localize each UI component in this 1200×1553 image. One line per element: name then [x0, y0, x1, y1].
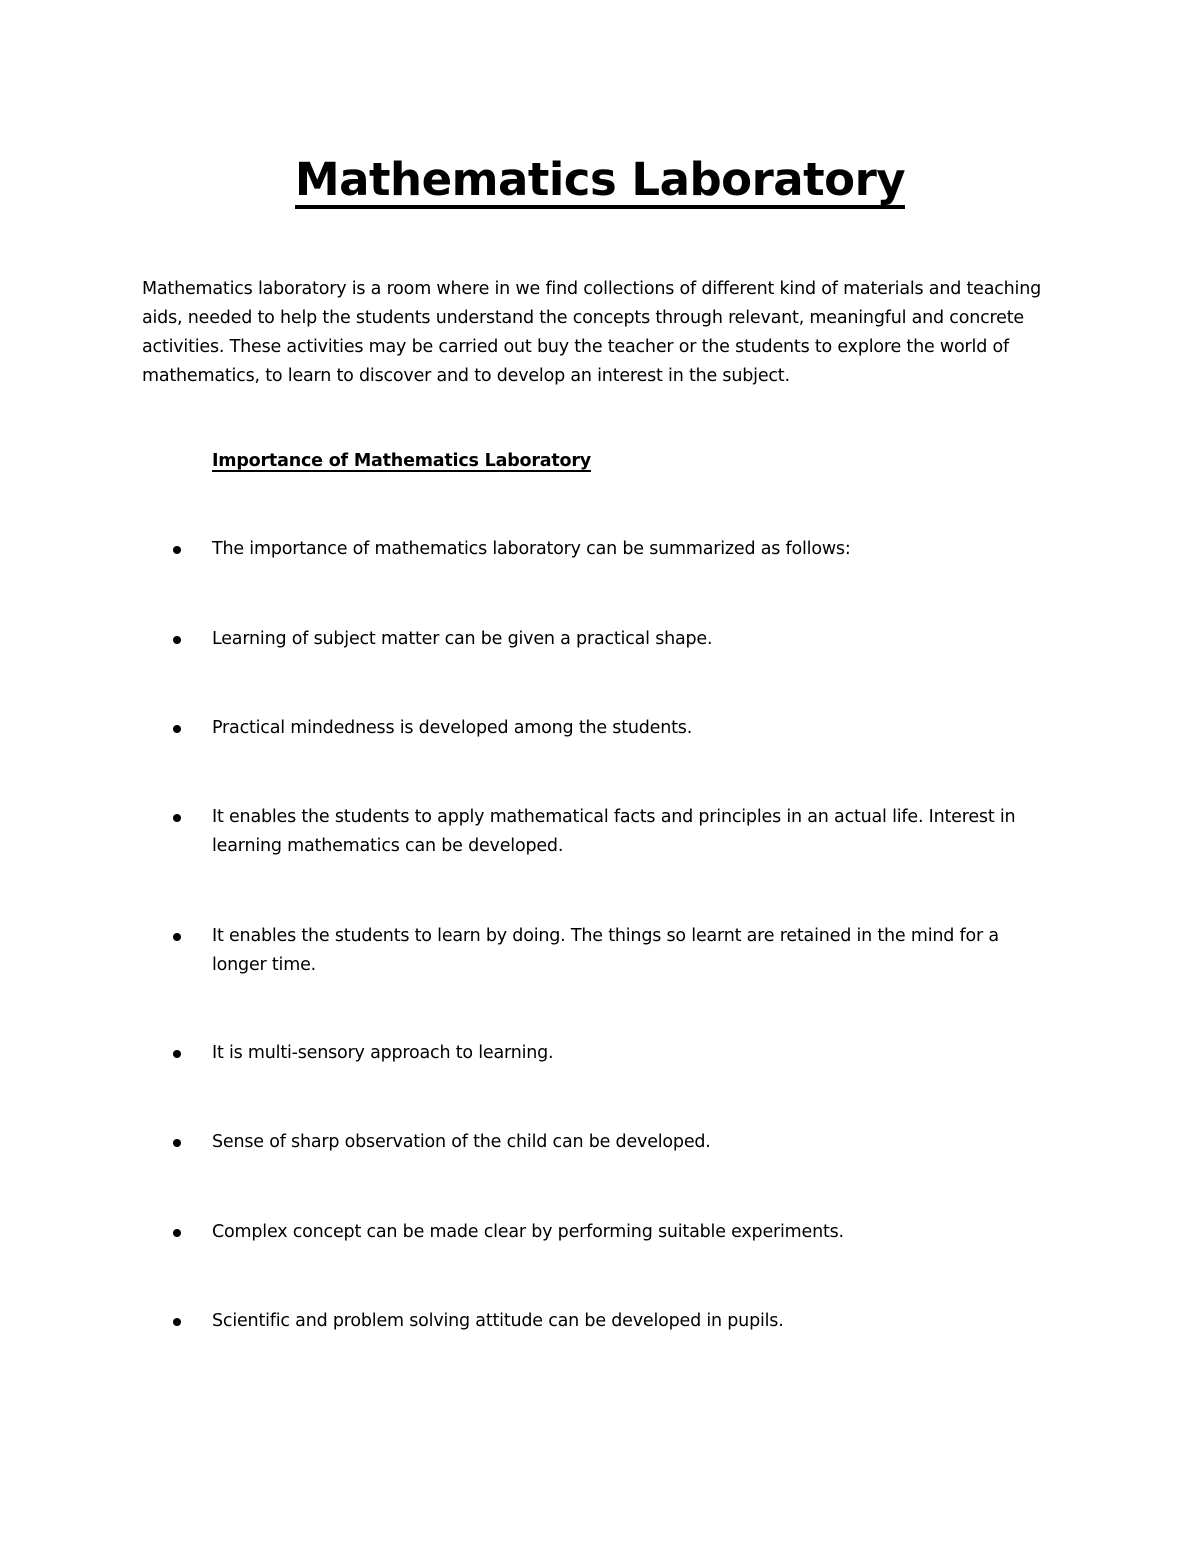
- bullet-icon: [173, 1229, 181, 1237]
- list-item-text: It enables the students to apply mathematical facts and principles in an actual life. Interest in learning mathematics can be developed.: [212, 807, 1016, 856]
- list-item: [173, 714, 1053, 743]
- section-heading-text: Importance of Mathematics Laboratory: [212, 451, 592, 471]
- list-item-text: It is multi-sensory approach to learning.: [212, 1043, 554, 1063]
- list-item-text: The importance of mathematics laboratory can be summarized as follows:: [212, 539, 851, 559]
- list-item: [173, 922, 1053, 980]
- list-item: [173, 803, 1053, 861]
- list-item-text: Scientific and problem solving attitude can be developed in pupils.: [212, 1311, 784, 1331]
- bullet-icon: [173, 1139, 181, 1147]
- bullet-icon: [173, 1318, 181, 1326]
- list-item-text: Practical mindedness is developed among the students.: [212, 718, 693, 738]
- bullet-icon: [173, 814, 181, 822]
- intro-paragraph: Mathematics laboratory is a room where in we find collections of different kind of materials and teaching aids, needed to help the students understand the concepts through relevant, meaningful and concrete activities. These activities may be carried out buy the teacher or the students to explore the world of mathematics, to learn to discover and to develop an interest in the subject.: [142, 279, 1042, 386]
- list-item: [173, 1307, 1053, 1336]
- bullet-icon: [173, 725, 181, 733]
- list-item: [173, 625, 1053, 654]
- page-title-text: Mathematics Laboratory: [295, 155, 905, 209]
- list-item: [173, 1039, 1053, 1068]
- list-item-text: It enables the students to learn by doing. The things so learnt are retained in the mind for a longer time.: [212, 926, 999, 975]
- list-item: [173, 535, 1053, 564]
- bullet-icon: [173, 636, 181, 644]
- list-item-text: Learning of subject matter can be given a practical shape.: [212, 629, 713, 649]
- list-item-text: Complex concept can be made clear by performing suitable experiments.: [212, 1222, 844, 1242]
- list-item: [173, 1128, 1053, 1157]
- bullet-icon: [173, 933, 181, 941]
- bullet-icon: [173, 1050, 181, 1058]
- list-item-text: Sense of sharp observation of the child can be developed.: [212, 1132, 711, 1152]
- bullet-icon: [173, 546, 181, 554]
- section-heading: [212, 447, 591, 476]
- page-title: [0, 150, 1200, 210]
- list-item: [173, 1218, 1053, 1247]
